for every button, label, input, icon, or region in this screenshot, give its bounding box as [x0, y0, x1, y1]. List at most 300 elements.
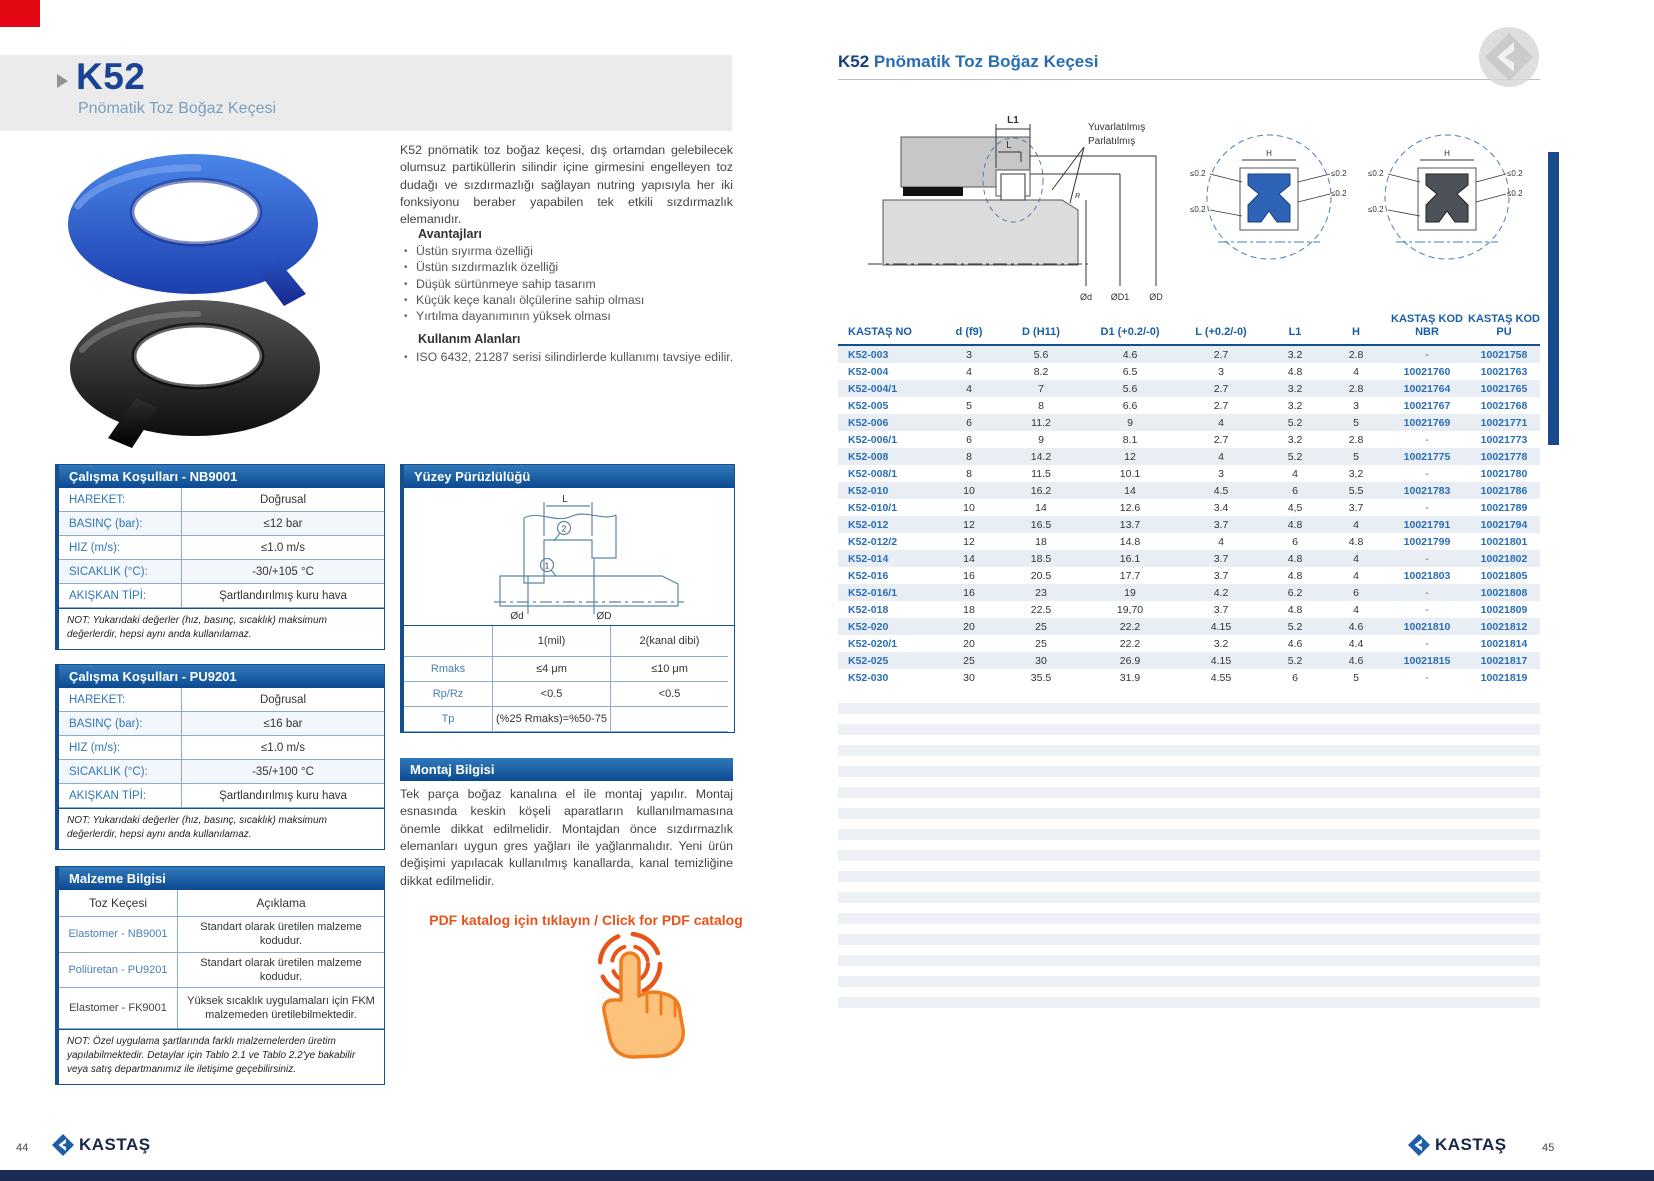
size-value: 3 [1218, 365, 1224, 378]
condition-value: Şartlandırılmış kuru hava [181, 584, 384, 607]
size-value: 10021764 [1386, 380, 1468, 397]
tol-label: ≤0.2 [1331, 189, 1347, 198]
material-header-row [59, 890, 384, 917]
part-number: K52-020 [838, 618, 938, 635]
size-value: 2.8 [1326, 380, 1386, 397]
usage-title: Kullanım Alanları [418, 332, 521, 346]
size-value: 4.8 [1287, 365, 1303, 378]
condition-row [59, 760, 384, 784]
surface-row-label: Tp [404, 707, 492, 732]
advantages-title: Avantajları [418, 227, 482, 241]
size-value: 8 [938, 448, 1000, 465]
size-value: 3 [1218, 467, 1224, 480]
product-description: K52 pnömatik toz boğaz keçesi, dış ortamdan gelebilecek olumsuz partiküllerin silindir içine girmesini engelleyen toz dudağı ve sızdırmazlığı sağlayan nutring yapısıyla her iki fonksiyonu beraber yapabilen tek etkili sızdırmazlık elemanıdır. [400, 143, 733, 227]
size-value: 4.4 [1348, 637, 1364, 650]
size-value: 22.2 [1082, 618, 1178, 635]
list-item: • Üstün sızdırmazlık özelliği [404, 259, 734, 275]
size-table-row [838, 397, 1540, 414]
empty-table-stripe [838, 808, 1540, 819]
table-note: NOT: Özel uygulama şartlarında farklı malzemelerden üretim yapılabilmektedir. Detaylar için Tablo 2.1 ve Tablo 2.2'ye bakabilir veya satış departmanımız ile iletişime geçebilirsiniz. [59, 1029, 384, 1084]
section-header: Montaj Bilgisi [400, 758, 733, 781]
size-value: 10021783 [1386, 482, 1468, 499]
size-value: - [1386, 584, 1468, 601]
size-value: 7 [1000, 380, 1082, 397]
brand-diamond-icon [1408, 1134, 1430, 1156]
page-corner-marker [0, 0, 40, 27]
size-value: 4.6 [1287, 637, 1303, 650]
size-value: 25 [1000, 618, 1082, 635]
part-number: K52-020/1 [848, 637, 898, 650]
size-value: 4 [938, 380, 1000, 397]
size-value: 10021803 [1403, 569, 1451, 582]
note-polished: Parlatılmış [1088, 136, 1136, 147]
condition-value: -35/+100 °C [181, 760, 384, 783]
size-value: 10021763 [1480, 365, 1528, 378]
size-value: 3 [938, 345, 1000, 363]
right-page-title [838, 52, 1098, 72]
size-value: 10021771 [1468, 414, 1540, 431]
size-value: 5 [966, 399, 972, 412]
size-value: 10021775 [1386, 448, 1468, 465]
footer-bar [0, 1170, 1654, 1181]
condition-row [59, 536, 384, 560]
empty-table-stripe [838, 997, 1540, 1008]
condition-value: ≤1.0 m/s [181, 736, 384, 759]
list-item: • Küçük keçe kanalı ölçülerine sahip olması [404, 292, 734, 308]
tol-label: ≤0.2 [1331, 169, 1347, 178]
surface-column [610, 626, 728, 732]
empty-table-stripe [838, 787, 1540, 798]
surface-row-label: Rp/Rz [404, 682, 492, 707]
material-info-table [55, 866, 385, 1085]
size-value: 10021767 [1403, 399, 1451, 412]
size-table-row [838, 567, 1540, 584]
size-value: 2.7 [1213, 399, 1229, 412]
size-value: 4,5 [1287, 501, 1303, 514]
size-value: 5 [1326, 414, 1386, 431]
brand-logo-left [52, 1134, 151, 1156]
size-value: 6 [1292, 671, 1298, 684]
working-conditions-nb9001 [55, 464, 385, 650]
size-value: 4 [1326, 550, 1386, 567]
part-number: K52-004/1 [838, 380, 938, 397]
callout-2: 2 [561, 524, 567, 534]
size-value: 3.2 [1264, 380, 1326, 397]
list-item: • Üstün sıyırma özelliği [404, 243, 734, 259]
size-value: 2.8 [1326, 345, 1386, 363]
size-value: 6 [1326, 584, 1386, 601]
surface-roughness-section [400, 464, 735, 733]
size-value: 6.2 [1264, 584, 1326, 601]
part-number: K52-003 [838, 345, 938, 363]
size-value: 18.5 [1000, 550, 1082, 567]
size-value: 31.9 [1119, 671, 1141, 684]
size-value: 10021801 [1480, 535, 1528, 548]
size-value: 18 [963, 603, 975, 616]
material-row [59, 988, 384, 1029]
dim-L-label: L [562, 494, 568, 505]
working-conditions-pu9201 [55, 664, 385, 850]
surface-value: <0.5 [493, 682, 610, 707]
empty-table-stripe [838, 745, 1540, 756]
size-value: 17.7 [1119, 569, 1141, 582]
usage-list [404, 349, 738, 365]
size-value: 13.7 [1082, 516, 1178, 533]
size-value: 4.15 [1178, 618, 1264, 635]
condition-row [59, 488, 384, 512]
condition-value: Doğrusal [181, 688, 384, 711]
size-value: 35.5 [1030, 671, 1052, 684]
size-value: 16 [938, 584, 1000, 601]
empty-table-stripe [838, 703, 1540, 714]
empty-table-stripe [838, 724, 1540, 735]
pdf-catalog-link[interactable]: PDF katalog için tıklayın / Click for PDF catalog [429, 912, 743, 928]
size-value: 6 [938, 414, 1000, 431]
size-value: 22.5 [1030, 603, 1052, 616]
size-value: 16 [963, 569, 975, 582]
condition-label: HIZ (m/s): [69, 741, 121, 754]
product-photo-seals [48, 136, 348, 451]
part-number: K52-008/1 [848, 467, 898, 480]
size-value: 3.2 [1287, 399, 1303, 412]
material-code: Elastomer - FK9001 [69, 1002, 167, 1015]
size-value: 20 [938, 618, 1000, 635]
surface-value: ≤10 μm [611, 657, 728, 682]
size-value: 5.2 [1264, 414, 1326, 431]
size-value: 3.4 [1213, 501, 1229, 514]
size-value: 20.5 [1030, 569, 1052, 582]
brand-diamond-icon [52, 1134, 74, 1156]
size-value: 10021802 [1468, 550, 1540, 567]
list-item: • Yırtılma dayanımının yüksek olması [404, 308, 734, 324]
condition-row [59, 584, 384, 608]
size-table-row [838, 482, 1540, 499]
callout-1: 1 [544, 561, 550, 571]
size-value: 3.2 [1264, 345, 1326, 363]
size-value: 25 [938, 652, 1000, 669]
size-value: 10021758 [1468, 345, 1540, 363]
surface-column [492, 626, 610, 732]
condition-value: ≤12 bar [181, 512, 384, 535]
size-value: 6.5 [1122, 365, 1138, 378]
size-value: - [1386, 550, 1468, 567]
part-number: K52-016 [848, 569, 889, 582]
size-value: 19,70 [1116, 603, 1144, 616]
material-description: Yüksek sıcaklık uygulamaları için FKM malzemeden üretilebilmektedir. [177, 988, 384, 1028]
product-subtitle: Pnömatik Toz Boğaz Keçesi [78, 100, 277, 117]
part-number: K52-006/1 [848, 433, 898, 446]
size-value: 10021819 [1480, 671, 1528, 684]
surface-value: <0.5 [611, 682, 728, 707]
chapter-edge-tab [1548, 152, 1559, 445]
size-value: 22.2 [1119, 637, 1141, 650]
size-value: 3.7 [1178, 550, 1264, 567]
condition-value: Doğrusal [181, 488, 384, 511]
part-number: K52-012/2 [848, 535, 898, 548]
dim-L1: L1 [1007, 115, 1019, 126]
size-value: 30 [1000, 652, 1082, 669]
condition-row [59, 784, 384, 808]
note-rounded: Yuvarlatılmış [1088, 122, 1146, 133]
size-value: 10021810 [1386, 618, 1468, 635]
size-value: 10021808 [1468, 584, 1540, 601]
size-table-row [838, 601, 1540, 618]
size-value: 10021791 [1386, 516, 1468, 533]
size-value: 11.5 [1031, 467, 1051, 480]
surface-value [611, 707, 728, 732]
size-value: 3.7 [1178, 516, 1264, 533]
condition-value: ≤1.0 m/s [181, 536, 384, 559]
size-value: - [1425, 603, 1429, 616]
size-value: 4 [966, 365, 972, 378]
tol-label: ≤0.2 [1190, 205, 1206, 214]
condition-label: HIZ (m/s): [69, 541, 121, 554]
size-table-row [838, 363, 1540, 380]
dim-H: H [1444, 149, 1450, 158]
tol-label: ≤0.2 [1507, 169, 1523, 178]
size-value: 6 [966, 433, 972, 446]
size-value: 12 [963, 535, 975, 548]
technical-drawing [838, 90, 1540, 310]
size-table-row [838, 516, 1540, 533]
part-number: K52-025 [838, 652, 938, 669]
size-col-header: d (f9) [938, 313, 1000, 345]
empty-table-stripe [838, 934, 1540, 945]
size-col-header: KASTAŞ NO [838, 313, 938, 345]
size-value: 10 [963, 501, 975, 514]
condition-row [59, 736, 384, 760]
size-value: 19 [1082, 584, 1178, 601]
size-value: 2.7 [1178, 345, 1264, 363]
size-value: 4 [1353, 569, 1359, 582]
list-item: • ISO 6432, 21287 serisi silindirlerde kullanımı tavsiye edilir. [404, 349, 738, 365]
size-value: 4.2 [1178, 584, 1264, 601]
size-value: 4.6 [1326, 652, 1386, 669]
condition-label: BASINÇ (bar): [69, 717, 143, 730]
table-note: NOT: Yukarıdaki değerler (hız, basınç, sıcaklık) maksimum değerlerdir, hepsi aynı anda kullanılamaz. [59, 608, 384, 649]
material-row [59, 917, 384, 953]
material-description: Standart olarak üretilen malzeme kodudur. [177, 953, 384, 988]
size-value: 4 [1178, 448, 1264, 465]
part-number: K52-008 [838, 448, 938, 465]
size-value: - [1425, 637, 1429, 650]
size-value: 3.7 [1348, 501, 1364, 514]
right-title-subtitle: Pnömatik Toz Boğaz Keçesi [873, 52, 1099, 71]
size-value: 5.5 [1326, 482, 1386, 499]
size-value: 10021778 [1468, 448, 1540, 465]
size-value: - [1386, 345, 1468, 363]
dim-D-label: ØD [596, 611, 612, 620]
size-value: 10021780 [1480, 467, 1528, 480]
size-table [838, 313, 1540, 686]
size-value: 2.7 [1213, 433, 1229, 446]
section-header: Çalışma Koşulları - NB9001 [59, 465, 384, 488]
condition-label: BASINÇ (bar): [69, 517, 143, 530]
part-number: K52-018 [848, 603, 889, 616]
detail-view-nbr [1190, 135, 1347, 259]
size-col-header: L1 [1264, 313, 1326, 345]
tol-label: ≤0.2 [1368, 169, 1384, 178]
surface-value: ≤4 μm [493, 657, 610, 682]
header-arrow-icon [57, 74, 68, 88]
size-value: 8 [966, 467, 972, 480]
size-value: 16.1 [1082, 550, 1178, 567]
size-value: 6.6 [1122, 399, 1138, 412]
size-value: 4.8 [1264, 516, 1326, 533]
part-number: K52-005 [848, 399, 889, 412]
empty-table-stripe [838, 766, 1540, 777]
section-header: Yüzey Pürüzlülüğü [404, 465, 734, 488]
condition-value: ≤16 bar [181, 712, 384, 735]
size-table-row [838, 345, 1540, 363]
size-col-header: KASTAŞ KOD PU [1468, 313, 1540, 345]
size-value: 16.5 [1000, 516, 1082, 533]
size-value: 10021789 [1480, 501, 1528, 514]
size-value: 4 [1326, 516, 1386, 533]
size-value: - [1425, 467, 1429, 480]
size-value: 16.2 [1000, 482, 1082, 499]
size-table-row [838, 550, 1540, 567]
part-number: K52-016/1 [838, 584, 938, 601]
size-value: 10021773 [1480, 433, 1528, 446]
size-value: 8 [1038, 399, 1044, 412]
size-value: 3.2 [1213, 637, 1229, 650]
size-value: 10 [938, 482, 1000, 499]
size-value: 10021815 [1386, 652, 1468, 669]
part-number: K52-012 [838, 516, 938, 533]
size-value: 12 [938, 516, 1000, 533]
surface-row-label: Rmaks [404, 657, 492, 682]
material-col2-header: Açıklama [177, 890, 384, 916]
size-value: 4 [1292, 467, 1298, 480]
surface-value: (%25 Rmaks)=%50-75 [493, 707, 610, 732]
size-value: 4 [1353, 365, 1359, 378]
material-code: Poliüretan - PU9201 [68, 963, 168, 976]
part-number: K52-010/1 [848, 501, 898, 514]
condition-label: HAREKET: [69, 493, 126, 506]
surface-col-header: 2 (kanal dibi) [611, 626, 728, 657]
size-table-row [838, 669, 1540, 686]
size-value: 12.6 [1119, 501, 1141, 514]
size-table-row [838, 431, 1540, 448]
size-value: - [1425, 501, 1429, 514]
page-number-right: 45 [1542, 1142, 1555, 1154]
empty-table-stripe [838, 913, 1540, 924]
size-value: 3,2 [1348, 467, 1364, 480]
tol-label: ≤0.2 [1507, 189, 1523, 198]
condition-label: HAREKET: [69, 693, 126, 706]
size-value: 4.55 [1210, 671, 1232, 684]
condition-label: AKIŞKAN TİPİ: [69, 589, 147, 602]
right-title-code: K52 [838, 52, 870, 71]
size-col-header: D1 (+0.2/-0) [1082, 313, 1178, 345]
size-value: 20 [963, 637, 975, 650]
key-value-rows [59, 488, 384, 608]
size-value: 10021812 [1468, 618, 1540, 635]
size-table-row [838, 652, 1540, 669]
condition-row [59, 560, 384, 584]
size-table-row [838, 584, 1540, 601]
size-value: 10021786 [1468, 482, 1540, 499]
part-number: K52-010 [838, 482, 938, 499]
size-value: 10021760 [1403, 365, 1451, 378]
tol-label: ≤0.2 [1190, 169, 1206, 178]
size-value: 5.6 [1082, 380, 1178, 397]
size-value: 9 [1038, 433, 1044, 446]
material-description: Standart olarak üretilen malzeme kodudur. [177, 917, 384, 952]
size-value: 30 [963, 671, 975, 684]
size-value: 10021809 [1480, 603, 1528, 616]
empty-table-stripe [838, 976, 1540, 987]
title-divider [838, 79, 1540, 80]
size-value: 8.2 [1033, 365, 1049, 378]
material-col1-header: Toz Keçesi [88, 896, 148, 910]
click-hand-icon[interactable] [583, 930, 708, 1070]
size-value: 2.8 [1348, 433, 1364, 446]
size-value: 5.2 [1264, 448, 1326, 465]
size-col-header: KASTAŞ KOD NBR [1386, 313, 1468, 345]
material-row [59, 953, 384, 989]
size-value: 8.1 [1122, 433, 1138, 446]
surface-roughness-diagram [404, 488, 732, 620]
part-number: K52-014 [838, 550, 938, 567]
size-value: 10.1 [1119, 467, 1141, 480]
size-value: 14 [1082, 482, 1178, 499]
size-value: 10021769 [1386, 414, 1468, 431]
size-table-row [838, 618, 1540, 635]
size-value: 5 [1326, 448, 1386, 465]
list-item: • Düşük sürtünmeye sahip tasarım [404, 276, 734, 292]
surface-roughness-table [404, 625, 734, 732]
surface-column [404, 626, 492, 732]
size-value: 4.5 [1178, 482, 1264, 499]
size-value: 6 [1264, 482, 1326, 499]
size-value: 6 [1292, 535, 1298, 548]
black-seal [70, 300, 320, 448]
size-value: 11.2 [1000, 414, 1082, 431]
condition-row [59, 688, 384, 712]
detail-view-pu [1368, 135, 1523, 259]
material-code: Elastomer - NB9001 [68, 928, 168, 941]
size-value: 3.2 [1287, 433, 1303, 446]
key-value-rows [59, 688, 384, 808]
dim-L: L [1006, 140, 1012, 151]
size-value: 9 [1082, 414, 1178, 431]
size-table-row [838, 414, 1540, 431]
size-value: 10021794 [1468, 516, 1540, 533]
size-value: 18 [1035, 535, 1047, 548]
size-value: 3.7 [1213, 603, 1229, 616]
dim-dD: ØD [1149, 292, 1163, 302]
size-value: 4.15 [1178, 652, 1264, 669]
size-table-row [838, 380, 1540, 397]
assembly-section [400, 758, 733, 781]
size-table-row [838, 635, 1540, 652]
size-value: 3 [1353, 399, 1359, 412]
size-table-row [838, 533, 1540, 550]
size-value: 23 [1000, 584, 1082, 601]
size-table-row [838, 465, 1540, 482]
size-table-row [838, 499, 1540, 516]
dim-d-label: Ød [510, 611, 524, 620]
size-value: 26.9 [1082, 652, 1178, 669]
size-value: 4.8 [1348, 535, 1364, 548]
condition-row [59, 512, 384, 536]
table-note: NOT: Yukarıdaki değerler (hız, basınç, sıcaklık) maksimum değerlerdir, hepsi aynı anda kullanılamaz. [59, 808, 384, 849]
empty-table-stripe [838, 871, 1540, 882]
blue-seal [68, 154, 318, 306]
size-value: 4.6 [1326, 618, 1386, 635]
